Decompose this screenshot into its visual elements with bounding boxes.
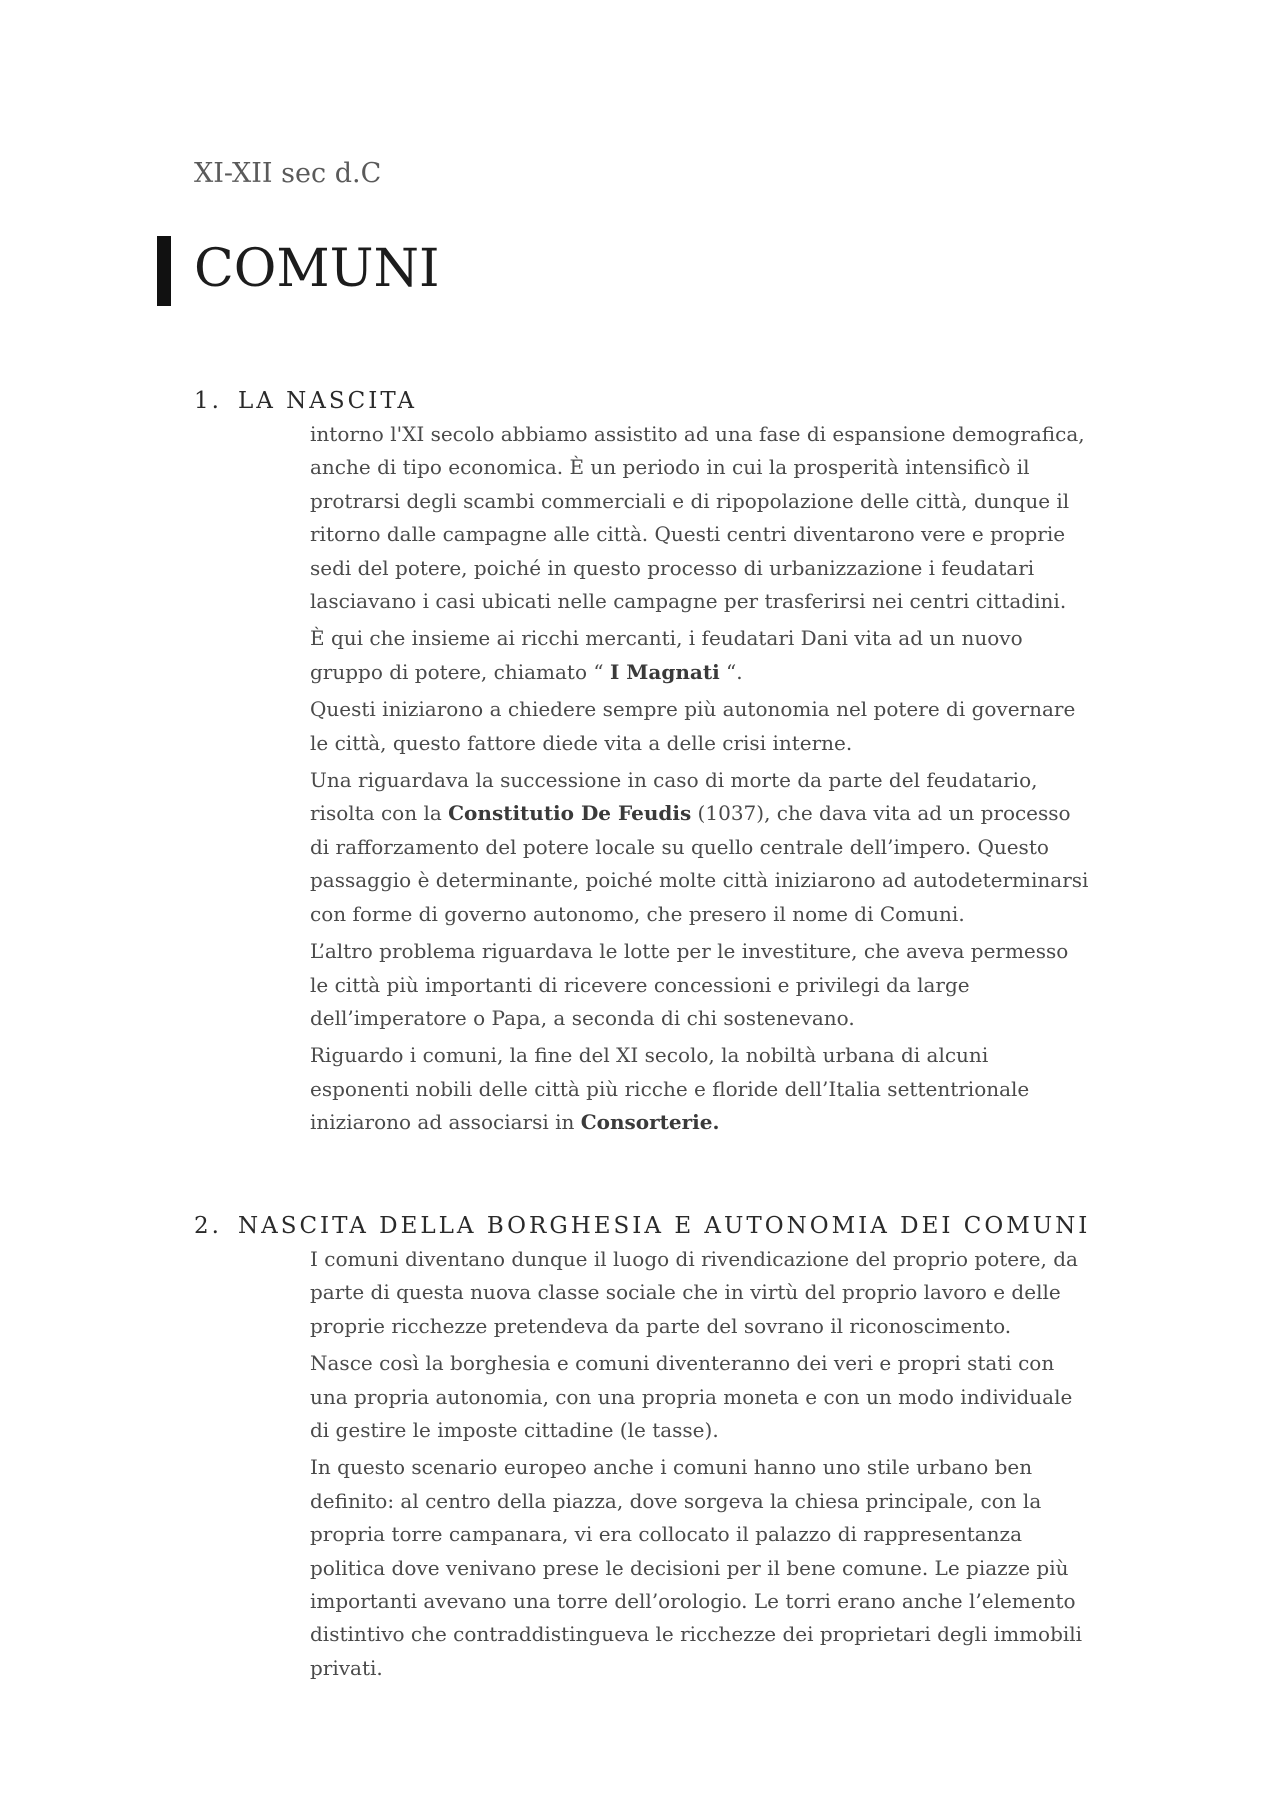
paragraph: Questi iniziarono a chiedere sempre più autonomia nel potere di governare le città, questo fattore diede vita a delle crisi interne. <box>310 697 1076 755</box>
section-la-nascita <box>194 384 1094 1144</box>
section-number: 1. <box>194 388 222 414</box>
section-body <box>310 1243 1090 1685</box>
paragraph: In questo scenario europeo anche i comuni hanno uno stile urbano ben definito: al centro della piazza, dove sorgeva la chiesa principale, con la propria torre campanara, vi era collocato il palazzo di rappresentanza politica dove venivano prese le decisioni per il bene comune. Le piazze più importanti avevano una torre dell’orologio. Le torri erano anche l’elemento distintivo che contraddistingueva le ricchezze dei proprietari degli immobili privati. <box>310 1455 1083 1680</box>
period-subtitle: XI-XII sec d.C <box>194 158 382 189</box>
paragraph: intorno l'XI secolo abbiamo assistito ad una fase di espansione demografica, anche di tipo economica. È un periodo in cui la prosperità intensificò il protrarsi degli scambi commerciali e di ripopolazione delle città, dunque il ritorno dalle campagne alle città. Questi centri diventarono vere e proprie sedi del potere, poiché in questo processo di urbanizzazione i feudatari lasciavano i casi ubicati nelle campagne per trasferirsi nei centri cittadini. <box>310 422 1085 614</box>
section-title: NASCITA DELLA BORGHESIA E AUTONOMIA DEI COMUNI <box>237 1213 1091 1239</box>
bold-term: Constitutio De Feudis <box>448 801 692 826</box>
paragraph: Nasce così la borghesia e comuni diventeranno dei veri e propri stati con una propria autonomia, con una propria moneta e con un modo individuale di gestire le imposte cittadine (le tasse). <box>310 1351 1073 1443</box>
section-heading <box>194 384 1094 418</box>
section-number: 2. <box>194 1213 222 1239</box>
paragraph: L’altro problema riguardava le lotte per le investiture, che aveva permesso le città più importanti di ricevere concessioni e privilegi da large dell’imperatore o Papa, a seconda di chi sostenevano. <box>310 939 1069 1030</box>
section-heading <box>194 1209 1094 1243</box>
paragraph-text: Riguardo i comuni, la fine del XI secolo, la nobiltà urbana di alcuni esponenti nobili delle città più ricche e floride dell’Italia settentrionale iniziarono ad associarsi in <box>310 1043 1030 1135</box>
paragraph-text: (1037), che dava vita ad un processo di rafforzamento del potere locale su quello centrale dell’impero. Questo passaggio è determinante, poiché molte città iniziarono ad autodeterminarsi con forme di governo autonomo, che presero il nome di Comuni. <box>310 801 1089 926</box>
title-accent-bar <box>157 236 171 306</box>
paragraph <box>310 764 1090 931</box>
paragraph <box>310 1039 1090 1139</box>
bold-term: Consorterie. <box>580 1110 720 1135</box>
section-nascita-borghesia <box>194 1209 1094 1689</box>
paragraph-text: Una riguardava la successione in caso di morte da parte del feudatario, risolta con la <box>310 768 1038 826</box>
paragraph <box>310 622 1090 689</box>
section-body <box>310 418 1090 1140</box>
paragraph-text: “. <box>719 659 743 684</box>
paragraph-text: È qui che insieme ai ricchi mercanti, i feudatari Dani vita ad un nuovo gruppo di potere, chiamato “ <box>310 626 1023 684</box>
section-title: LA NASCITA <box>237 388 418 414</box>
paragraph: I comuni diventano dunque il luogo di rivendicazione del proprio potere, da parte di questa nuova classe sociale che in virtù del proprio lavoro e delle proprie ricchezze pretendeva da parte del sovrano il riconoscimento. <box>310 1247 1078 1338</box>
page-title: COMUNI <box>194 239 440 299</box>
bold-term: I Magnati <box>609 659 720 684</box>
